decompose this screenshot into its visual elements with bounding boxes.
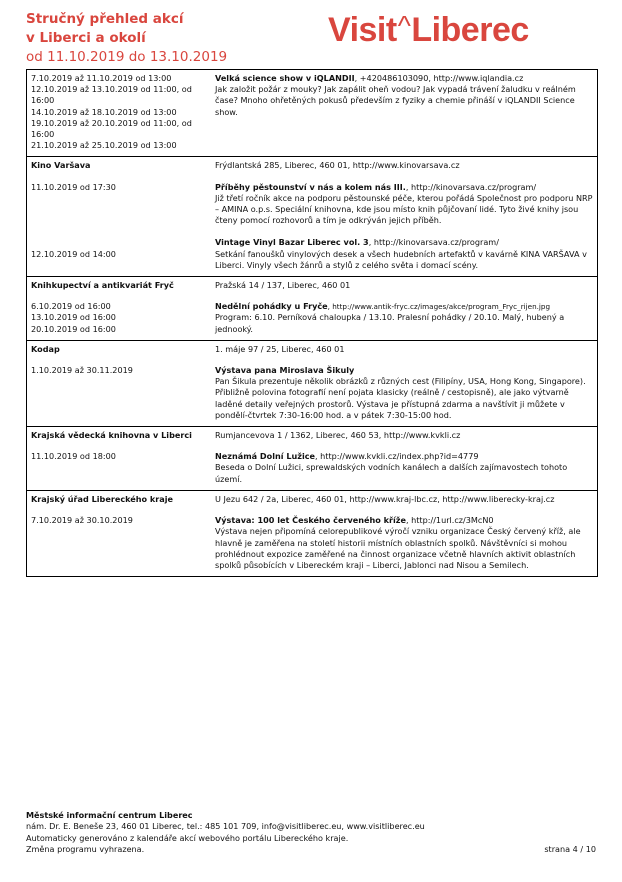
footer-address: nám. Dr. E. Beneše 23, 460 01 Liberec, tel.: 485 101 709, info@visitliberec.eu, www.visitliberec.eu xyxy=(26,821,425,832)
event-cell xyxy=(211,277,598,341)
event-title: Neznámá Dolní Lužice xyxy=(215,451,316,462)
venue-cell xyxy=(27,157,212,277)
logo-word-liberec: Liberec xyxy=(411,11,529,49)
event-cell xyxy=(211,70,598,157)
event-heading xyxy=(215,365,593,376)
venue-name: Krajský úřad Libereckého kraje xyxy=(31,493,174,504)
page-footer xyxy=(26,810,598,856)
event-description: Setkání fanoušků vinylových desek a všech hudebních artefaktů v kavárně KINA VARŠAVA v Liberci. Vinyly všech žánrů a stylů z celého světa i domací scény. xyxy=(215,248,587,270)
venue-cell xyxy=(27,340,212,426)
event-date: 20.10.2019 od 16:00 xyxy=(31,323,116,334)
event-description: Výstava nejen připomíná celorepublikové výročí vzniku organizace Český červený kříž, ale hlavně je zaměřena na století historii místních oblastních spolků. Návštěvníci si mohou prohlédnout expozice zaměřené na činnost organizace včetně hlavních aktivit oblastních spolků působících v Libereckém kraji – Liberci, Jablonci nad Nisou a Semilech. xyxy=(215,526,581,570)
event-cell xyxy=(211,340,598,426)
date-range: od 11.10.2019 do 13.10.2019 xyxy=(26,49,228,65)
event-date: 21.10.2019 až 25.10.2019 od 13:00 xyxy=(31,140,177,151)
venue-cell xyxy=(27,277,212,341)
event-date: 11.10.2019 od 17:30 xyxy=(31,181,116,192)
event-contact[interactable]: , http://kinovarsava.cz/program/ xyxy=(368,237,499,248)
event-description: Jak založit požár z mouky? Jak zapálit oheň vodou? Jak vypadá trávení žaludku v reálném čase? Mnoho ohřetěných pokusů především z fyziky a chemie přináší v iQLANDII Science show. xyxy=(215,84,576,117)
footer-generated: Automaticky generováno z kalendáře akcí webového portálu Libereckého kraje. xyxy=(26,832,349,843)
page-number: strana 4 / 10 xyxy=(544,844,596,854)
venue-address[interactable]: Frýdlantská 285, Liberec, 460 01, http://www.kinovarsava.cz xyxy=(215,160,460,171)
logo-caret: ^ xyxy=(397,10,411,41)
table-row xyxy=(27,340,598,426)
event-cell xyxy=(211,427,598,491)
venue-name: Kino Varšava xyxy=(31,160,91,171)
event-title: Výstava: 100 let Českého červeného kříže xyxy=(215,515,406,526)
event-title: Vintage Vinyl Bazar Liberec vol. 3 xyxy=(215,237,369,248)
table-row xyxy=(27,490,598,576)
footer-notice: Změna programu vyhrazena. xyxy=(26,844,145,855)
event-description: Program: 6.10. Perníková chaloupka / 13.10. Pralesní pohádky / 20.10. Malý, hubený a jednooký. xyxy=(215,312,565,334)
title-line-2: v Liberci a okolí xyxy=(26,30,146,46)
event-date: 7.10.2019 až 11.10.2019 od 13:00 xyxy=(31,73,172,83)
venue-name: Krajská vědecká knihovna v Liberci xyxy=(31,430,192,441)
table-row xyxy=(27,157,598,277)
table-row xyxy=(27,277,598,341)
visit-liberec-logo xyxy=(328,10,529,52)
event-date: 19.10.2019 až 20.10.2019 od 11:00, od 16:00 xyxy=(31,117,192,140)
event-date: 1.10.2019 až 30.11.2019 xyxy=(31,365,133,376)
logo-word-visit: Visit xyxy=(328,11,397,49)
event-cell xyxy=(211,490,598,576)
event-heading xyxy=(215,73,593,84)
venue-name: Kodap xyxy=(31,343,60,354)
event-heading xyxy=(215,237,593,248)
event-contact[interactable]: , http://www.antik-fryc.cz/images/akce/program_Fryc_rijen.jpg xyxy=(327,302,551,312)
event-date: 6.10.2019 od 16:00 xyxy=(31,301,111,312)
event-heading xyxy=(215,182,593,193)
event-description: Pan Šikula prezentuje několik obrázků z různých cest (Filipíny, USA, Hong Kong, Singapore). Přibližně polovina fotografií není pojata klasicky (reálně / cestopisně), ale jako výtvarně laděné detaily veřejných prostorů. Výstava je přístupná zdarma a navštívit ji můžete v pondělí-čtvrtek 7:30-16:00 hod. a v pátek 7:30-15:00 hod. xyxy=(215,376,586,420)
event-date: 11.10.2019 od 18:00 xyxy=(31,451,116,462)
event-entry xyxy=(215,237,593,271)
venue-name: Knihkupectví a antikvariát Fryč xyxy=(31,280,174,291)
venue-address[interactable]: U Jezu 642 / 2a, Liberec, 460 01, http://www.kraj-lbc.cz, http://www.liberecky-kraj.cz xyxy=(215,493,555,504)
table-row xyxy=(27,70,598,157)
event-description: Již třetí ročník akce na podporu pěstounské péče, kterou pořádá Společnost pro podporu NRP – AMINA o.p.s. Speciální knihovna, kde jsou místo knih půjčovaní lidé. Tyto živé knihy jsou čteny pomocí rozhovorů a tím je odkrýván jejich příběh. xyxy=(215,192,593,226)
event-title: Příběhy pěstounství v nás a kolem nás III. xyxy=(215,181,406,192)
event-heading xyxy=(215,301,593,312)
events-table xyxy=(26,69,598,577)
event-date: 12.10.2019 až 13.10.2019 od 11:00, od 16:00 xyxy=(31,84,192,106)
venue-address: Pražská 14 / 137, Liberec, 460 01 xyxy=(215,280,351,291)
event-date: 14.10.2019 až 18.10.2019 od 13:00 xyxy=(31,106,177,117)
event-heading xyxy=(215,451,593,462)
event-contact[interactable]: , http://kinovarsava.cz/program/ xyxy=(405,181,537,192)
title-line-1: Stručný přehled akcí xyxy=(26,11,184,27)
venue-address: 1. máje 97 / 25, Liberec, 460 01 xyxy=(215,343,345,354)
event-title: Nedělní pohádky u Fryče xyxy=(215,301,328,312)
venue-cell xyxy=(27,427,212,491)
event-contact[interactable]: , +420486103090, http://www.iqlandia.cz xyxy=(354,73,524,83)
event-cell xyxy=(211,157,598,277)
event-entry xyxy=(215,182,593,227)
event-title: Výstava pana Miroslava Šikuly xyxy=(215,365,355,376)
event-heading xyxy=(215,515,593,526)
dates-cell xyxy=(27,70,212,157)
event-date: 7.10.2019 až 30.10.2019 xyxy=(31,515,133,526)
document-title xyxy=(26,10,227,67)
event-title: Velká science show v iQLANDII xyxy=(215,73,355,83)
event-description: Beseda o Dolní Lužici, sprewaldských vodních kanálech a dalších zajímavostech tohoto území. xyxy=(215,462,568,484)
venue-address[interactable]: Rumjancevova 1 / 1362, Liberec, 460 53, http://www.kvkli.cz xyxy=(215,430,461,441)
event-date: 13.10.2019 od 16:00 xyxy=(31,312,116,323)
venue-cell xyxy=(27,490,212,576)
event-contact[interactable]: , http://www.kvkli.cz/index.php?id=4779 xyxy=(315,451,479,462)
footer-org: Městské informační centrum Liberec xyxy=(26,810,193,820)
event-date: 12.10.2019 od 14:00 xyxy=(31,248,116,259)
table-row xyxy=(27,427,598,491)
event-contact[interactable]: , http://1url.cz/3McN0 xyxy=(405,515,494,526)
